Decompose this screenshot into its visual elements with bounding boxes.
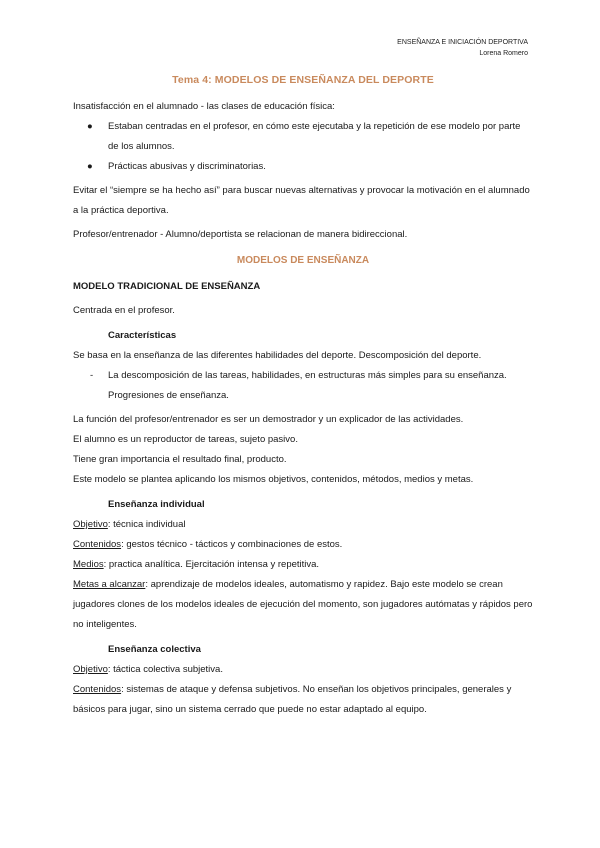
list-item (73, 117, 533, 157)
header-author: Lorena Romero (479, 50, 528, 57)
contents-label: Contenidos (73, 684, 122, 695)
dash-icon: - (90, 370, 94, 381)
means-label: Medios (73, 559, 104, 570)
document-body (73, 74, 533, 720)
goals-label: Metas a alcanzar (73, 579, 146, 590)
result-line: Tiene gran importancia el resultado final, producto. (73, 454, 287, 465)
contents-label: Contenidos (73, 539, 122, 550)
section-title: MODELOS DE ENSEÑANZA (236, 255, 370, 266)
intro-paragraph: Insatisfacción en el alumnado - las clases de educación física: (73, 101, 335, 112)
individual-teaching-title: Enseñanza individual (108, 499, 205, 510)
list-item (73, 366, 533, 406)
contents-text: : gestos técnico - tácticos y combinaciones de estos. (121, 539, 343, 550)
individual-objective (73, 515, 533, 535)
collective-teaching-title: Enseñanza colectiva (108, 644, 201, 655)
collective-contents (73, 680, 533, 720)
objective-label: Objetivo (73, 519, 108, 530)
student-role-line: El alumno es un reproductor de tareas, sujeto pasivo. (73, 434, 298, 445)
document-title: Tema 4: MODELOS DE ENSEÑANZA DEL DEPORTE (172, 74, 434, 86)
individual-contents (73, 535, 533, 555)
individual-goals (73, 575, 533, 635)
collective-objective (73, 660, 533, 680)
dash-text: La descomposición de las tareas, habilidades, en estructuras más simples para su enseñanza. Progresiones de enseñanza. (108, 370, 507, 401)
bullet-text: Prácticas abusivas y discriminatorias. (108, 161, 266, 172)
bullet-icon: ● (87, 121, 93, 132)
header-course: ENSEÑANZA E INICIACIÓN DEPORTIVA (397, 39, 528, 46)
relationship-paragraph: Profesor/entrenador - Alumno/deportista se relacionan de manera bidireccional. (73, 229, 408, 240)
traditional-centered: Centrada en el profesor. (73, 305, 175, 316)
traditional-model-heading: MODELO TRADICIONAL DE ENSEÑANZA (73, 281, 261, 292)
bullet-text: Estaban centradas en el profesor, en cómo este ejecutaba y la repetición de ese modelo por parte de los alumnos. (108, 121, 521, 152)
objective-text: : táctica colectiva subjetiva. (107, 664, 223, 675)
individual-means (73, 555, 533, 575)
characteristics-text: Se basa en la enseñanza de las diferentes habilidades del deporte. Descomposición del deporte. (73, 350, 482, 361)
bullet-icon: ● (87, 161, 93, 172)
motivation-paragraph: Evitar el “siempre se ha hecho así” para buscar nuevas alternativas y provocar la motivación en el alumnado a la práctica deportiva. (73, 185, 530, 216)
objective-text: : técnica individual (107, 519, 186, 530)
contents-text: : sistemas de ataque y defensa subjetivos. No enseñan los objetivos principales, generales y básicos para jugar, sino un sistema cerrado que puede no estar adaptado al equipo. (73, 684, 512, 715)
means-text: : practica analítica. Ejercitación intensa y repetitiva. (103, 559, 320, 570)
goals-text: : aprendizaje de modelos ideales, automatismo y rapidez. Bajo este modelo se crean jugadores clones de los modelos ideales de ejecución del momento, son jugadores autómatas y rápidos pero no inteligentes. (73, 579, 533, 630)
teacher-role-line: La función del profesor/entrenador es ser un demostrador y un explicador de las actividades. (73, 414, 464, 425)
list-item (73, 157, 533, 177)
model-approach-line: Este modelo se plantea aplicando los mismos objetivos, contenidos, métodos, medios y metas. (73, 474, 474, 485)
intro-bullet-list (73, 117, 533, 177)
page-header (397, 37, 528, 59)
objective-label: Objetivo (73, 664, 108, 675)
characteristics-title: Características (108, 330, 177, 341)
